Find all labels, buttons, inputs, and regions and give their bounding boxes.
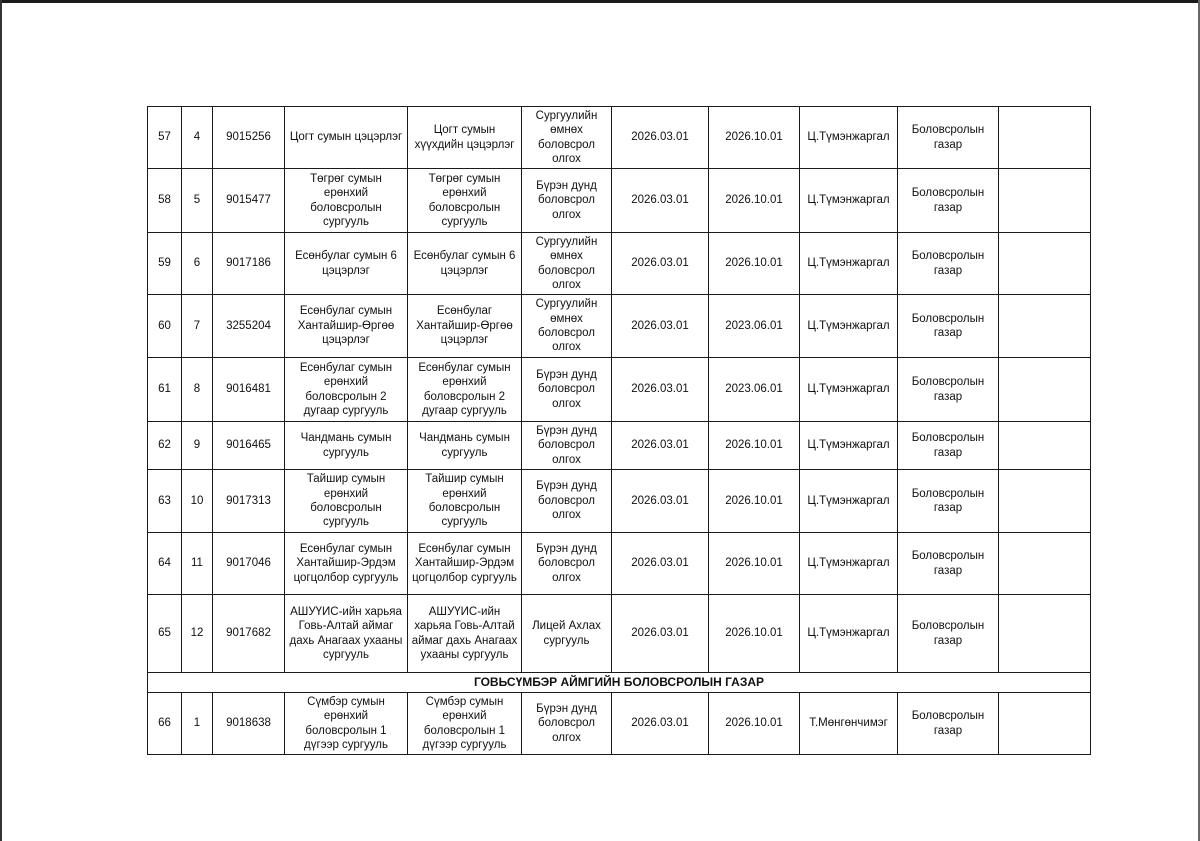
institution-name: Сүмбэр сумын ерөнхий боловсролын 1 дүгээр сургууль [285,693,408,755]
row-number: 59 [148,233,182,295]
end-date: 2023.06.01 [709,358,800,422]
education-level: Сургуулийн өмнөх боловсрол олгох [522,233,612,295]
education-level: Бүрэн дунд боловсрол олгох [522,169,612,233]
organization: Боловсролын газар [898,470,999,533]
registry-code: 9017682 [213,595,285,673]
institution-name-2: Тайшир сумын ерөнхий боловсролын сургууль [408,470,522,533]
institution-name-2: Чандмань сумын сургууль [408,422,522,470]
empty-cell [999,169,1091,233]
organization: Боловсролын газар [898,295,999,358]
table-row [148,358,1091,422]
education-level: Бүрэн дунд боловсрол олгох [522,693,612,755]
start-date: 2026.03.01 [612,693,709,755]
organization: Боловсролын газар [898,422,999,470]
empty-cell [999,233,1091,295]
organization: Боловсролын газар [898,233,999,295]
organization: Боловсролын газар [898,169,999,233]
institution-name: АШУҮИС-ийн харьяа Говь-Алтай аймаг дахь Анагаах ухааны сургууль [285,595,408,673]
start-date: 2026.03.01 [612,295,709,358]
row-number: 63 [148,470,182,533]
education-level: Сургуулийн өмнөх боловсрол олгох [522,107,612,169]
start-date: 2026.03.01 [612,233,709,295]
empty-cell [999,533,1091,595]
row-number: 57 [148,107,182,169]
schools-table [147,106,1091,755]
table-row [148,233,1091,295]
scan-edge-top [0,0,1200,3]
organization: Боловсролын газар [898,595,999,673]
education-level: Бүрэн дунд боловсрол олгох [522,422,612,470]
institution-name-2: Есөнбулаг сумын Хантайшир-Эрдэм цогцолбор сургууль [408,533,522,595]
institution-name-2: Сүмбэр сумын ерөнхий боловсролын 1 дүгээр сургууль [408,693,522,755]
end-date: 2026.10.01 [709,595,800,673]
institution-name: Тайшир сумын ерөнхий боловсролын сургууль [285,470,408,533]
table-row [148,295,1091,358]
responsible-person: Ц.Түмэнжаргал [800,107,898,169]
start-date: 2026.03.01 [612,107,709,169]
responsible-person: Ц.Түмэнжаргал [800,295,898,358]
row-number: 61 [148,358,182,422]
organization: Боловсролын газар [898,533,999,595]
sub-number: 5 [182,169,213,233]
responsible-person: Ц.Түмэнжаргал [800,358,898,422]
end-date: 2026.10.01 [709,693,800,755]
table-body [148,107,1091,755]
sub-number: 7 [182,295,213,358]
end-date: 2026.10.01 [709,169,800,233]
responsible-person: Ц.Түмэнжаргал [800,422,898,470]
education-level: Лицей Ахлах сургууль [522,595,612,673]
table-row [148,595,1091,673]
row-number: 65 [148,595,182,673]
education-level: Бүрэн дунд боловсрол олгох [522,358,612,422]
table-row [148,693,1091,755]
registry-code: 9017313 [213,470,285,533]
empty-cell [999,422,1091,470]
empty-cell [999,595,1091,673]
institution-name-2: Цогт сумын хүүхдийн цэцэрлэг [408,107,522,169]
responsible-person: Ц.Түмэнжаргал [800,595,898,673]
institution-name-2: Төгрөг сумын ерөнхий боловсролын сургууль [408,169,522,233]
end-date: 2026.10.01 [709,533,800,595]
row-number: 58 [148,169,182,233]
responsible-person: Ц.Түмэнжаргал [800,233,898,295]
sub-number: 11 [182,533,213,595]
sub-number: 12 [182,595,213,673]
registry-code: 9017186 [213,233,285,295]
start-date: 2026.03.01 [612,533,709,595]
end-date: 2026.10.01 [709,422,800,470]
institution-name: Төгрөг сумын ерөнхий боловсролын сургууль [285,169,408,233]
organization: Боловсролын газар [898,693,999,755]
empty-cell [999,693,1091,755]
empty-cell [999,107,1091,169]
start-date: 2026.03.01 [612,169,709,233]
row-number: 62 [148,422,182,470]
organization: Боловсролын газар [898,107,999,169]
empty-cell [999,358,1091,422]
start-date: 2026.03.01 [612,470,709,533]
end-date: 2023.06.01 [709,295,800,358]
registry-code: 9016465 [213,422,285,470]
institution-name: Цогт сумын цэцэрлэг [285,107,408,169]
sub-number: 6 [182,233,213,295]
end-date: 2026.10.01 [709,470,800,533]
education-level: Сургуулийн өмнөх боловсрол олгох [522,295,612,358]
education-level: Бүрэн дунд боловсрол олгох [522,533,612,595]
table-row [148,533,1091,595]
empty-cell [999,295,1091,358]
end-date: 2026.10.01 [709,233,800,295]
registry-code: 9015256 [213,107,285,169]
institution-name: Есөнбулаг сумын ерөнхий боловсролын 2 дугаар сургууль [285,358,408,422]
start-date: 2026.03.01 [612,422,709,470]
registry-code: 9016481 [213,358,285,422]
sub-number: 1 [182,693,213,755]
institution-name-2: Есөнбулаг Хантайшир-Өргөө цэцэрлэг [408,295,522,358]
table-row [148,169,1091,233]
sub-number: 9 [182,422,213,470]
table-row [148,470,1091,533]
row-number: 60 [148,295,182,358]
row-number: 66 [148,693,182,755]
section-row [148,673,1091,693]
sub-number: 4 [182,107,213,169]
row-number: 64 [148,533,182,595]
institution-name-2: Есөнбулаг сумын ерөнхий боловсролын 2 дугаар сургууль [408,358,522,422]
institution-name-2: АШУҮИС-ийн харьяа Говь-Алтай аймаг дахь Анагаах ухааны сургууль [408,595,522,673]
sub-number: 8 [182,358,213,422]
start-date: 2026.03.01 [612,358,709,422]
responsible-person: Ц.Түмэнжаргал [800,169,898,233]
responsible-person: Ц.Түмэнжаргал [800,533,898,595]
table-row [148,422,1091,470]
section-title: ГОВЬСҮМБЭР АЙМГИЙН БОЛОВСРОЛЫН ГАЗАР [148,673,1091,693]
end-date: 2026.10.01 [709,107,800,169]
registry-code: 9017046 [213,533,285,595]
registry-code: 3255204 [213,295,285,358]
education-level: Бүрэн дунд боловсрол олгох [522,470,612,533]
institution-name: Чандмань сумын сургууль [285,422,408,470]
institution-name: Есөнбулаг сумын Хантайшир-Эрдэм цогцолбор сургууль [285,533,408,595]
start-date: 2026.03.01 [612,595,709,673]
responsible-person: Т.Мөнгөнчимэг [800,693,898,755]
sub-number: 10 [182,470,213,533]
table-row [148,107,1091,169]
responsible-person: Ц.Түмэнжаргал [800,470,898,533]
registry-code: 9015477 [213,169,285,233]
organization: Боловсролын газар [898,358,999,422]
scan-edge-left [0,0,2,841]
institution-name: Есөнбулаг сумын 6 цэцэрлэг [285,233,408,295]
institution-name: Есөнбулаг сумын Хантайшир-Өргөө цэцэрлэг [285,295,408,358]
empty-cell [999,470,1091,533]
registry-code: 9018638 [213,693,285,755]
institution-name-2: Есөнбулаг сумын 6 цэцэрлэг [408,233,522,295]
